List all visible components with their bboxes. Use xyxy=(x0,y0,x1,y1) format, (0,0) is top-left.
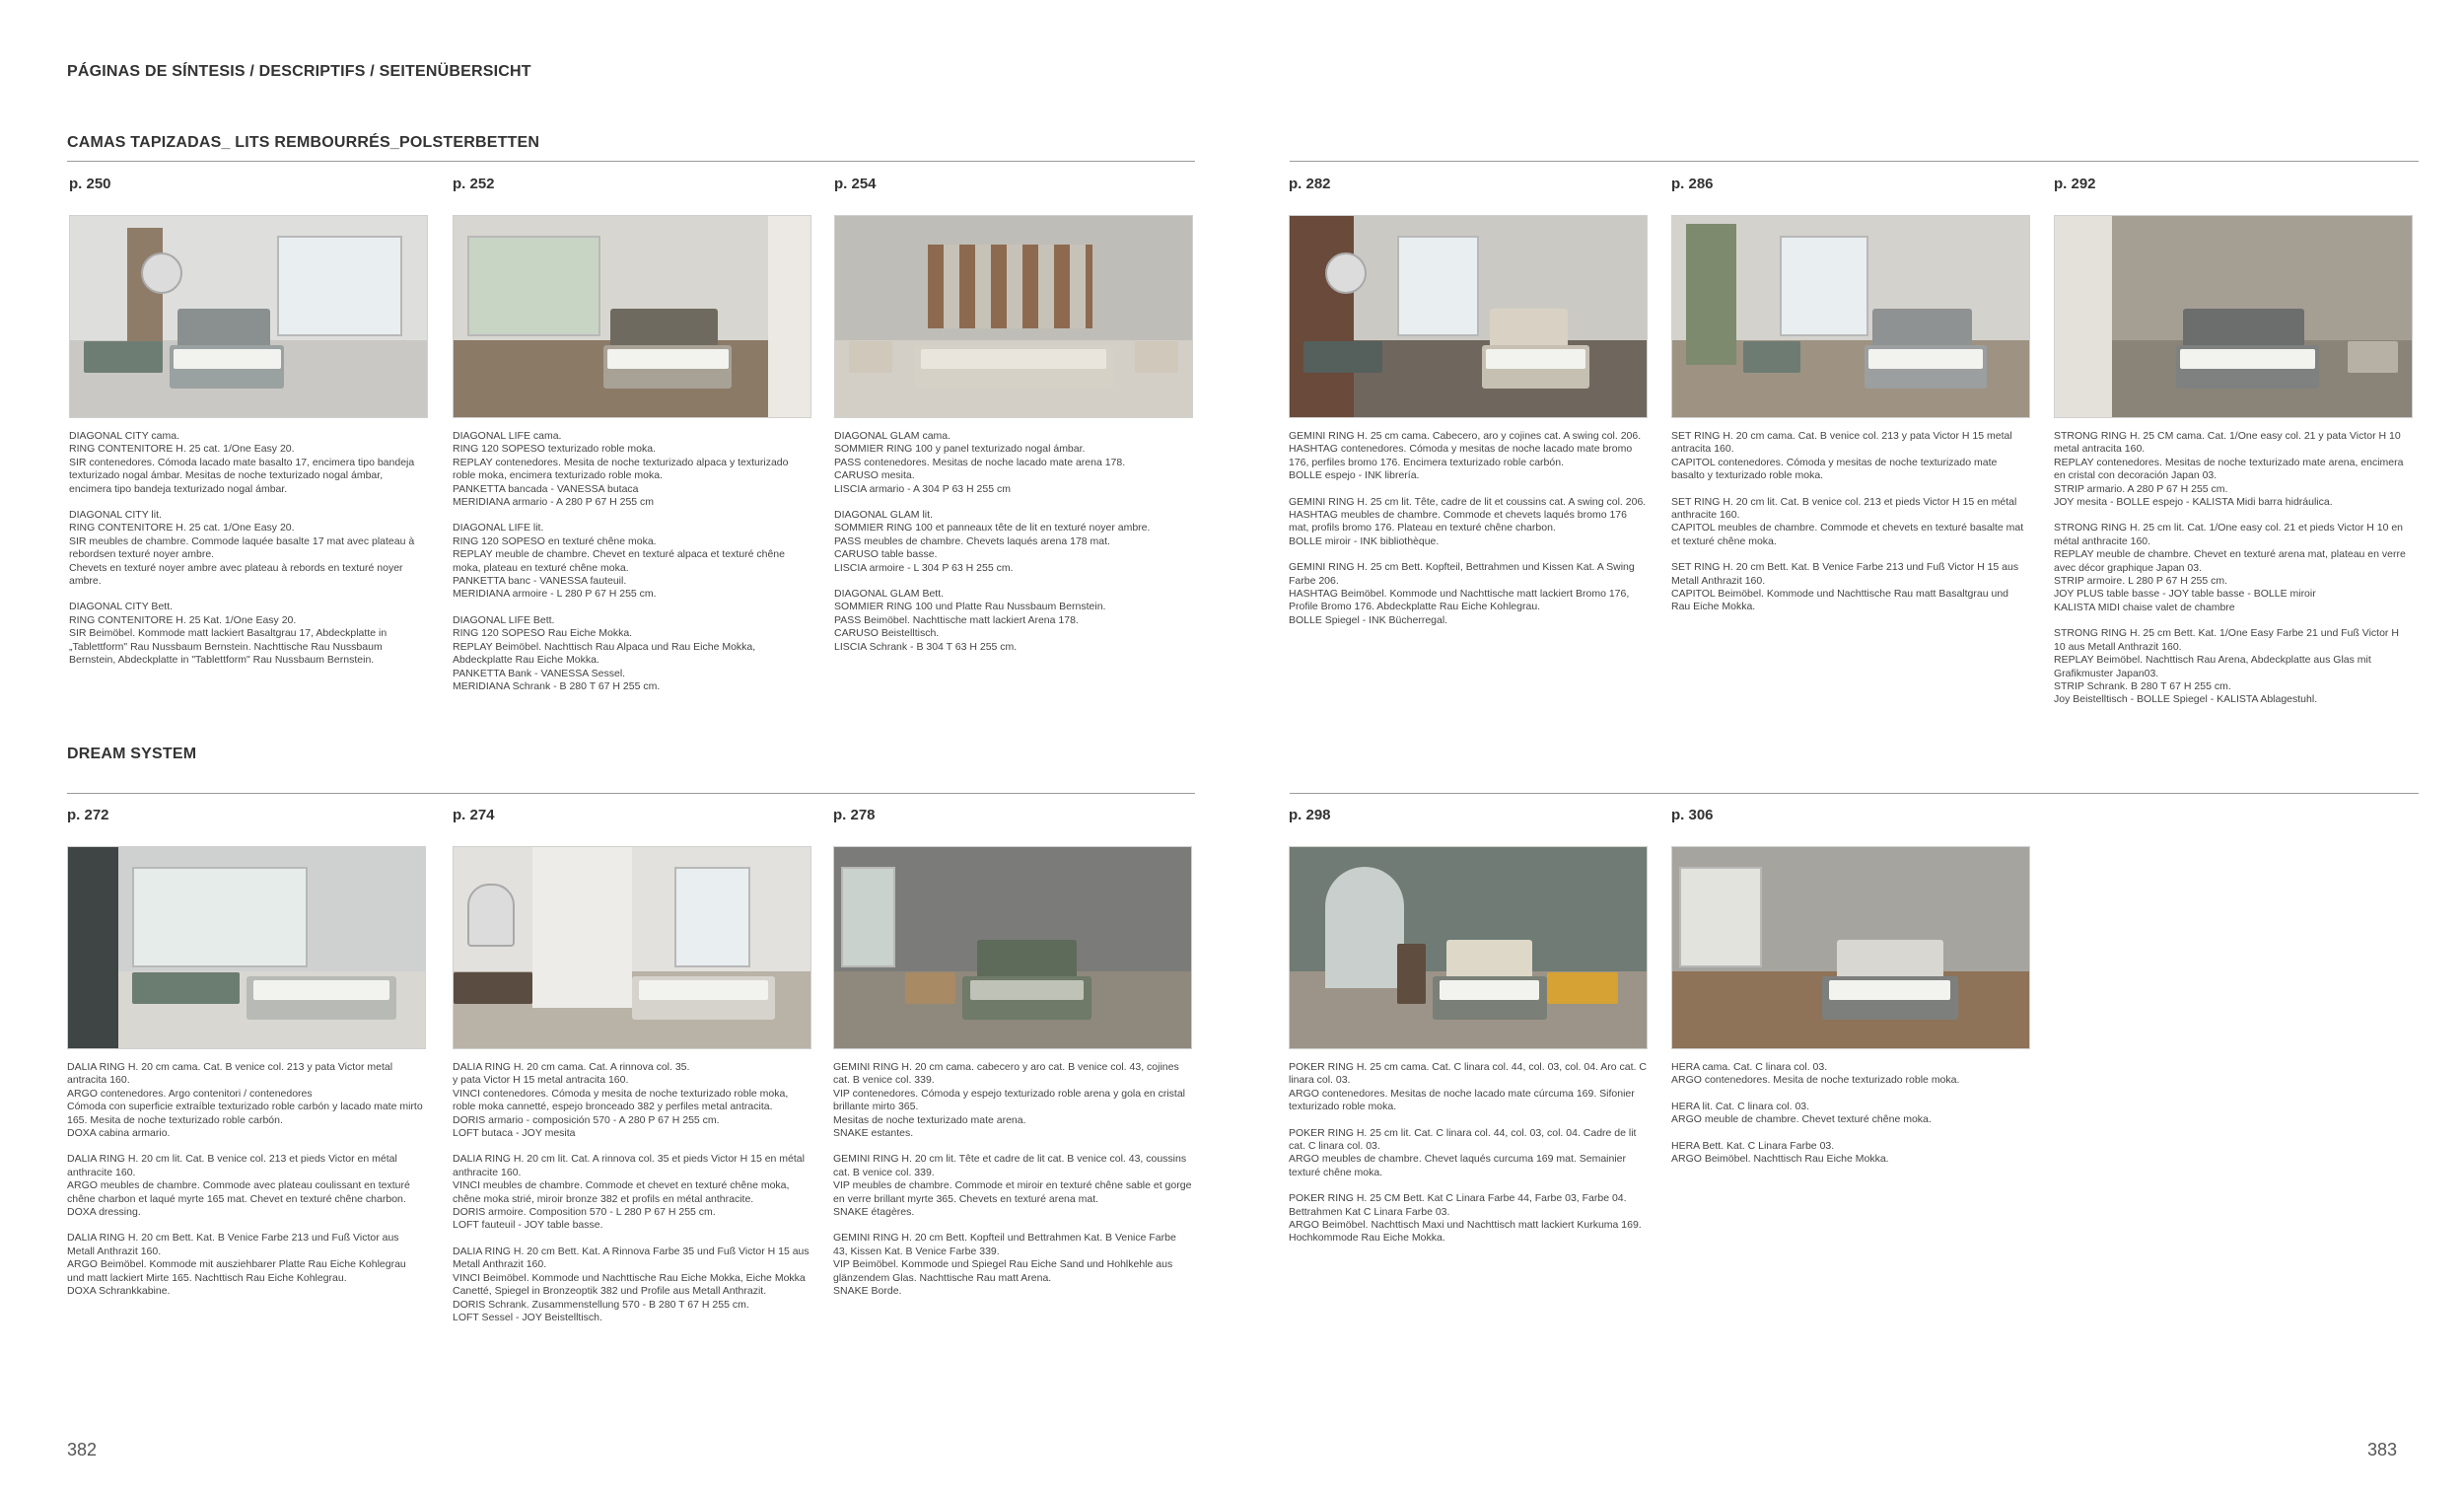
bedroom-photo xyxy=(69,215,428,418)
product-card xyxy=(1289,176,1648,640)
product-description: STRONG RING H. 25 CM cama. Cat. 1/One easy col. 21 y pata Victor H 10 metal antracita 160. REPLAY contenedores. Mesitas de noche texturizado mate arena, encimera en cristal con decoración Japan 03. STRIP armario. A 280 P 67 H 255 cm. JOY mesita - BOLLE espejo - KALISTA Midi barra hidráulica. STRONG RING H. 25 cm lit. Cat. 1/One easy col. 21 et pieds Victor H 10 en métal anthracite 160. REPLAY meuble de chambre. Chevet en texturé arena mat, plateau en verre avec décor graphique Japan 03. STRIP armoire. L 280 P 67 H 255 cm. JOY PLUS table basse - JOY table basse - BOLLE miroir KALISTA MIDI chaise valet de chambre STRONG RING H. 25 cm Bett. Kat. 1/One Easy Farbe 21 und Fuß Victor H 10 aus Metall Anthrazit 160. REPLAY Beimöbel. Nachttisch Rau Arena, Abdeckplatte aus Glas mit Grafikmuster Japan03. STRIP Schrank. B 280 T 67 H 255 cm. Joy Beistelltisch - BOLLE Spiegel - KALISTA Ablagestuhl. xyxy=(2054,430,2406,706)
product-card xyxy=(453,176,811,706)
section-rule-right xyxy=(1290,793,2419,794)
page-number-left: 382 xyxy=(67,1440,98,1459)
page-ref: p. 252 xyxy=(453,176,495,192)
bedroom-photo xyxy=(67,846,426,1049)
page-ref: p. 272 xyxy=(67,807,109,823)
bedroom-photo xyxy=(2054,215,2413,418)
bedroom-photo xyxy=(834,215,1193,418)
bedroom-photo xyxy=(453,846,811,1049)
bedroom-photo xyxy=(833,846,1192,1049)
product-card xyxy=(2054,176,2413,720)
section-rule-right xyxy=(1290,161,2419,162)
page-ref: p. 298 xyxy=(1289,807,1331,823)
product-card xyxy=(1671,807,2030,1178)
page-header: PÁGINAS DE SÍNTESIS / DESCRIPTIFS / SEITENÜBERSICHT xyxy=(67,63,531,80)
bedroom-photo xyxy=(1671,846,2030,1049)
page-ref: p. 278 xyxy=(833,807,876,823)
page-ref: p. 282 xyxy=(1289,176,1331,192)
product-description: DALIA RING H. 20 cm cama. Cat. B venice col. 213 y pata Victor metal antracita 160. ARGO contenedores. Argo contenitori / contenedores Cómoda con superficie extraíble texturizado roble carbón y lacado mate mirto 165. Mesita de noche texturizado roble carbón. DOXA cabina armario. DALIA RING H. 20 cm lit. Cat. B venice col. 213 et pieds Victor en métal anthracite 160. ARGO meubles de chambre. Commode avec plateau coulissant en texturé chêne charbon et laqué myrte 165 mat. Chevet en texturé chêne charbon. DOXA dressing. DALIA RING H. 20 cm Bett. Kat. B Venice Farbe 213 und Fuß Victor aus Metall Anthrazit 160. ARGO Beimöbel. Kommode mit ausziehbarer Platte Rau Eiche Kohlegrau und matt lackiert Mirte 165. Nachttisch Rau Eiche Kohlegrau. DOXA Schrankkabine. xyxy=(67,1061,423,1298)
product-description: POKER RING H. 25 cm cama. Cat. C linara col. 44, col. 03, col. 04. Aro cat. C linara col. 03. ARGO contenedores. Mesitas de noche lacado mate cúrcuma 169. Sifonier texturizado roble moka. POKER RING H. 25 cm lit. Cat. C linara col. 44, col. 03, col. 04. Cadre de lit cat. C linara col. 03. ARGO meubles de chambre. Chevet laqués curcuma 169 mat. Semainier texturé chêne moka. POKER RING H. 25 CM Bett. Kat C Linara Farbe 44, Farbe 03, Farbe 04. Bettrahmen Kat C Linara Farbe 03. ARGO Beimöbel. Nachttisch Maxi und Nachttisch matt lackiert Kurkuma 169. Hochkommode Rau Eiche Mokka. xyxy=(1289,1061,1647,1245)
product-description: GEMINI RING H. 20 cm cama. cabecero y aro cat. B venice col. 43, cojines cat. B venice col. 339. VIP contenedores. Cómoda y espejo texturizado roble arena y gola en cristal brillante mirto 365. Mesitas de noche texturizado mate arena. SNAKE estantes. GEMINI RING H. 20 cm lit. Tête et cadre de lit cat. B venice col. 43, coussins cat. B venice col. 339. VIP meubles de chambre. Commode et miroir en texturé chêne sable et gorge en verre brillant myrte 365. Chevets en texturé arena mat. SNAKE étagères. GEMINI RING H. 20 cm Bett. Kopfteil und Bettrahmen Kat. B Venice Farbe 43, Kissen Kat. B Venice Farbe 339. VIP Beimöbel. Kommode und Spiegel Rau Eiche Sand und Hohlkehle aus glänzendem Glas. Nachttische Rau matt Arena. SNAKE Borde. xyxy=(833,1061,1192,1298)
product-description: DIAGONAL CITY cama. RING CONTENITORE H. 25 cat. 1/One Easy 20. SIR contenedores. Cómoda lacado mate basalto 17, encimera tipo bandeja texturizado nogal ámbar. Mesitas de noche texturizado nogal ámbar, encimera tipo bandeja texturizado nogal ámbar. DIAGONAL CITY lit. RING CONTENITORE H. 25 cat. 1/One Easy 20. SIR meubles de chambre. Commode laquée basalte 17 mat avec plateau à rebordsen texturé noyer ambre. Chevets en texturé noyer ambre avec plateau à rebords en texturé noyer ambre. DIAGONAL CITY Bett. RING CONTENITORE H. 25 Kat. 1/One Easy 20. SIR Beimöbel. Kommode matt lackiert Basaltgrau 17, Abdeckplatte in „Tablettform" Rau Nussbaum Bernstein. Nachttische Rau Nussbaum Bernstein, Abdeckplatte in "Tablettform" Rau Nussbaum Bernstein. xyxy=(69,430,415,667)
bedroom-photo xyxy=(1289,215,1648,418)
page-number-right: 383 xyxy=(2366,1440,2397,1459)
product-description: DIAGONAL GLAM cama. SOMMIER RING 100 y panel texturizado nogal ámbar. PASS contenedores. Mesitas de noche lacado mate arena 178. CARUSO mesita. LISCIA armario - A 304 P 63 H 255 cm DIAGONAL GLAM lit. SOMMIER RING 100 et panneaux tête de lit en texturé noyer ambre. PASS meubles de chambre. Chevets laqués arena 178 mat. CARUSO table basse. LISCIA armoire - L 304 P 63 H 255 cm. DIAGONAL GLAM Bett. SOMMIER RING 100 und Platte Rau Nussbaum Bernstein. PASS Beimöbel. Nachttische matt lackiert Arena 178. CARUSO Beistelltisch. LISCIA Schrank - B 304 T 63 H 255 cm. xyxy=(834,430,1151,653)
bedroom-photo xyxy=(1671,215,2030,418)
section-rule-left xyxy=(67,161,1195,162)
product-card xyxy=(67,807,426,1312)
product-description: GEMINI RING H. 25 cm cama. Cabecero, aro y cojines cat. A swing col. 206. HASHTAG contenedores. Cómoda y mesitas de noche lacado mate bromo 176, perfiles bromo 176. Encimera texturizado roble carbón. BOLLE espejo - INK librería. GEMINI RING H. 25 cm lit. Tête, cadre de lit et coussins cat. A swing col. 206. HASHTAG meubles de chambre. Commode et chevets laqués bromo 176 mat, profils bromo 176. Plateau en texturé chêne charbon. BOLLE miroir - INK bibliothèque. GEMINI RING H. 25 cm Bett. Kopfteil, Bettrahmen und Kissen Kat. A Swing Farbe 206. HASHTAG Beimöbel. Kommode und Nachttische matt lackiert Bromo 176, Profile Bromo 176. Abdeckplatte Rau Eiche Kohlegrau. BOLLE Spiegel - INK Bücherregal. xyxy=(1289,430,1647,626)
product-card xyxy=(453,807,811,1337)
product-description: HERA cama. Cat. C linara col. 03. ARGO contenedores. Mesita de noche texturizado roble moka. HERA lit. Cat. C linara col. 03. ARGO meuble de chambre. Chevet texturé chêne moka. HERA Bett. Kat. C Linara Farbe 03. ARGO Beimöbel. Nachttisch Rau Eiche Mokka. xyxy=(1671,1061,1960,1166)
section-title-dream: DREAM SYSTEM xyxy=(67,746,197,762)
bedroom-photo xyxy=(1289,846,1648,1049)
section-title-camas: CAMAS TAPIZADAS_ LITS REMBOURRÉS_POLSTERBETTEN xyxy=(67,134,540,151)
product-description: DIAGONAL LIFE cama. RING 120 SOPESO texturizado roble moka. REPLAY contenedores. Mesita de noche texturizado alpaca y texturizado roble moka, encimera texturizado roble moka. PANKETTA bancada - VANESSA butaca MERIDIANA armario - A 280 P 67 H 255 cm DIAGONAL LIFE lit. RING 120 SOPESO en texturé chêne moka. REPLAY meuble de chambre. Chevet en texturé alpaca et texturé chêne moka, plateau en texturé chêne moka. PANKETTA banc - VANESSA fauteuil. MERIDIANA armoire - L 280 P 67 H 255 cm. DIAGONAL LIFE Bett. RING 120 SOPESO Rau Eiche Mokka. REPLAY Beimöbel. Nachttisch Rau Alpaca und Rau Eiche Mokka, Abdeckplatte Rau Eiche Mokka. PANKETTA Bank - VANESSA Sessel. MERIDIANA Schrank - B 280 T 67 H 255 cm. xyxy=(453,430,789,692)
product-card xyxy=(834,176,1193,667)
page-ref: p. 306 xyxy=(1671,807,1714,823)
page-ref: p. 292 xyxy=(2054,176,2096,192)
page-ref: p. 274 xyxy=(453,807,495,823)
product-card xyxy=(833,807,1192,1312)
product-card xyxy=(1289,807,1648,1258)
bedroom-photo xyxy=(453,215,811,418)
section-rule-left xyxy=(67,793,1195,794)
product-card xyxy=(69,176,428,680)
product-description: SET RING H. 20 cm cama. Cat. B venice col. 213 y pata Victor H 15 metal antracita 160. CAPITOL contenedores. Cómoda y mesitas de noche texturizado mate basalto y texturizado roble moka. SET RING H. 20 cm lit. Cat. B venice col. 213 et pieds Victor H 15 en métal anthracite 160. CAPITOL meubles de chambre. Commode et chevets en texturé basalte mat et texturé chêne moka. SET RING H. 20 cm Bett. Kat. B Venice Farbe 213 und Fuß Victor H 15 aus Metall Anthrazit 160. CAPITOL Beimöbel. Kommode und Nachttische Rau matt Basaltgrau und Rau Eiche Mokka. xyxy=(1671,430,2024,613)
page-ref: p. 250 xyxy=(69,176,111,192)
product-description: DALIA RING H. 20 cm cama. Cat. A rinnova col. 35. y pata Victor H 15 metal antracita 160. VINCI contenedores. Cómoda y mesita de noche texturizado roble moka, roble moka cannetté, espejo bronceado 382 y perfiles metal antracita. DORIS armario - composición 570 - A 280 P 67 H 255 cm. LOFT butaca - JOY mesita DALIA RING H. 20 cm lit. Cat. A rinnova col. 35 et pieds Victor H 15 en métal anthracite 160. VINCI meubles de chambre. Commode et chevet en texturé chêne moka, chêne moka strié, miroir bronze 382 et profils en métal anthracite. DORIS armoire. Composition 570 - L 280 P 67 H 255 cm. LOFT fauteuil - JOY table basse. DALIA RING H. 20 cm Bett. Kat. A Rinnova Farbe 35 und Fuß Victor H 15 aus Metall Anthrazit 160. VINCI Beimöbel. Kommode und Nachttische Rau Eiche Mokka, Eiche Mokka Canetté, Spiegel in Bronzeoptik 382 und Profile aus Metall Anthrazit. DORIS Schrank. Zusammenstellung 570 - B 280 T 67 H 255 cm. LOFT Sessel - JOY Beistelltisch. xyxy=(453,1061,810,1323)
page-ref: p. 254 xyxy=(834,176,877,192)
product-card xyxy=(1671,176,2030,627)
page-ref: p. 286 xyxy=(1671,176,1714,192)
